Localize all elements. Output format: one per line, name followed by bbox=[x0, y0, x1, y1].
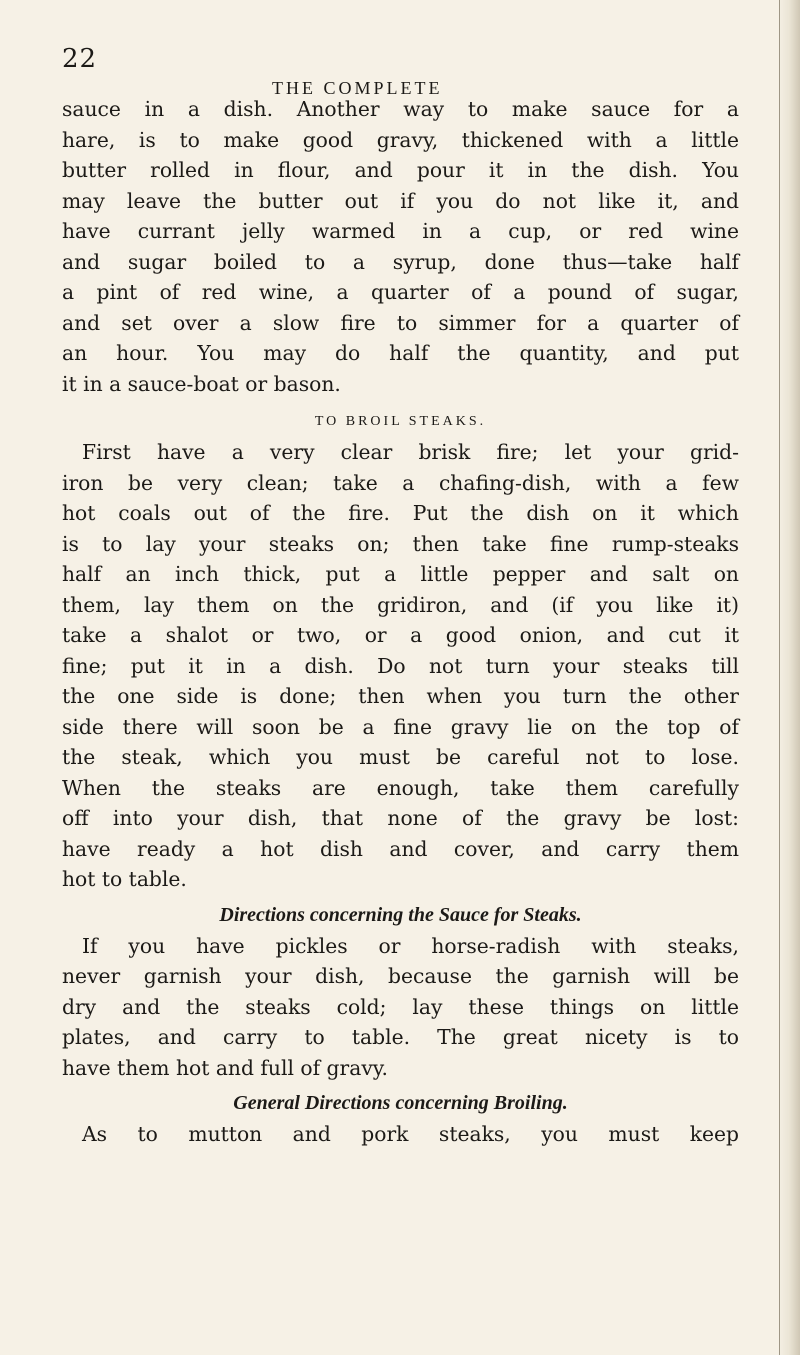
text-line: off into your dish, that none of the gravy be lost: bbox=[62, 806, 739, 830]
text-line: have them hot and full of gravy. bbox=[62, 1055, 388, 1080]
paragraph-hare-sauce bbox=[62, 94, 739, 399]
page-edge bbox=[779, 0, 800, 1355]
paragraph-broil-steaks bbox=[62, 437, 739, 895]
text-line: never garnish your dish, because the garnish will be bbox=[62, 964, 739, 988]
text-line: is to lay your steaks on; then take fine rump-steaks bbox=[62, 531, 739, 556]
text-line: plates, and carry to table. The great nicety is to bbox=[62, 1025, 739, 1049]
section-heading-sauce-for-steaks: Directions concerning the Sauce for Steaks. bbox=[219, 903, 582, 926]
text-line: dry and the steaks cold; lay these things on little bbox=[62, 994, 739, 1019]
text-line: an hour. You may do half the quantity, and put bbox=[62, 341, 739, 365]
text-line: hare, is to make good gravy, thickened with a little bbox=[62, 127, 739, 152]
text-line: As to mutton and pork steaks, you must keep bbox=[82, 1122, 739, 1146]
page-number: 22 bbox=[62, 44, 98, 74]
text-line: them, lay them on the gridiron, and (if you like it) bbox=[62, 592, 739, 617]
text-line: side there will soon be a fine gravy lie on the top of bbox=[62, 714, 739, 739]
text-line: butter rolled in flour, and pour it in the dish. You bbox=[62, 158, 739, 182]
text-line: the one side is done; then when you turn the other bbox=[62, 684, 739, 708]
text-line: hot coals out of the fire. Put the dish on it which bbox=[62, 501, 739, 525]
running-head: THE COMPLETE bbox=[272, 78, 443, 98]
text-line: take a shalot or two, or a good onion, and cut it bbox=[62, 623, 739, 647]
text-line: have ready a hot dish and cover, and carry them bbox=[62, 836, 739, 861]
text-line: have currant jelly warmed in a cup, or red wine bbox=[62, 219, 739, 243]
section-heading-broil-steaks: TO BROIL STEAKS. bbox=[314, 414, 487, 429]
text-line: half an inch thick, put a little pepper and salt on bbox=[62, 562, 739, 586]
text-line: it in a sauce-boat or bason. bbox=[62, 371, 341, 396]
text-line: iron be very clean; take a chafing-dish, with a few bbox=[62, 470, 739, 495]
text-line: and sugar boiled to a syrup, done thus—take half bbox=[62, 249, 739, 274]
page-body bbox=[62, 94, 739, 1150]
paragraph-broiling bbox=[62, 1119, 739, 1150]
text-line: If you have pickles or horse-radish with steaks, bbox=[82, 933, 739, 958]
text-line: When the steaks are enough, take them carefully bbox=[62, 775, 739, 800]
section-heading-broiling: General Directions concerning Broiling. bbox=[233, 1092, 568, 1114]
text-line: the steak, which you must be careful not to lose. bbox=[62, 745, 739, 769]
text-line: and set over a slow fire to simmer for a quarter of bbox=[62, 310, 739, 335]
text-line: fine; put it in a dish. Do not turn your steaks till bbox=[62, 653, 739, 678]
paragraph-sauce-for-steaks bbox=[62, 931, 739, 1084]
text-line: hot to table. bbox=[62, 867, 187, 891]
text-line: a pint of red wine, a quarter of a pound of sugar, bbox=[62, 280, 739, 304]
text-line: may leave the butter out if you do not like it, and bbox=[62, 188, 739, 213]
text-line: First have a very clear brisk fire; let your grid- bbox=[82, 440, 739, 464]
text-line: sauce in a dish. Another way to make sauce for a bbox=[62, 97, 739, 121]
